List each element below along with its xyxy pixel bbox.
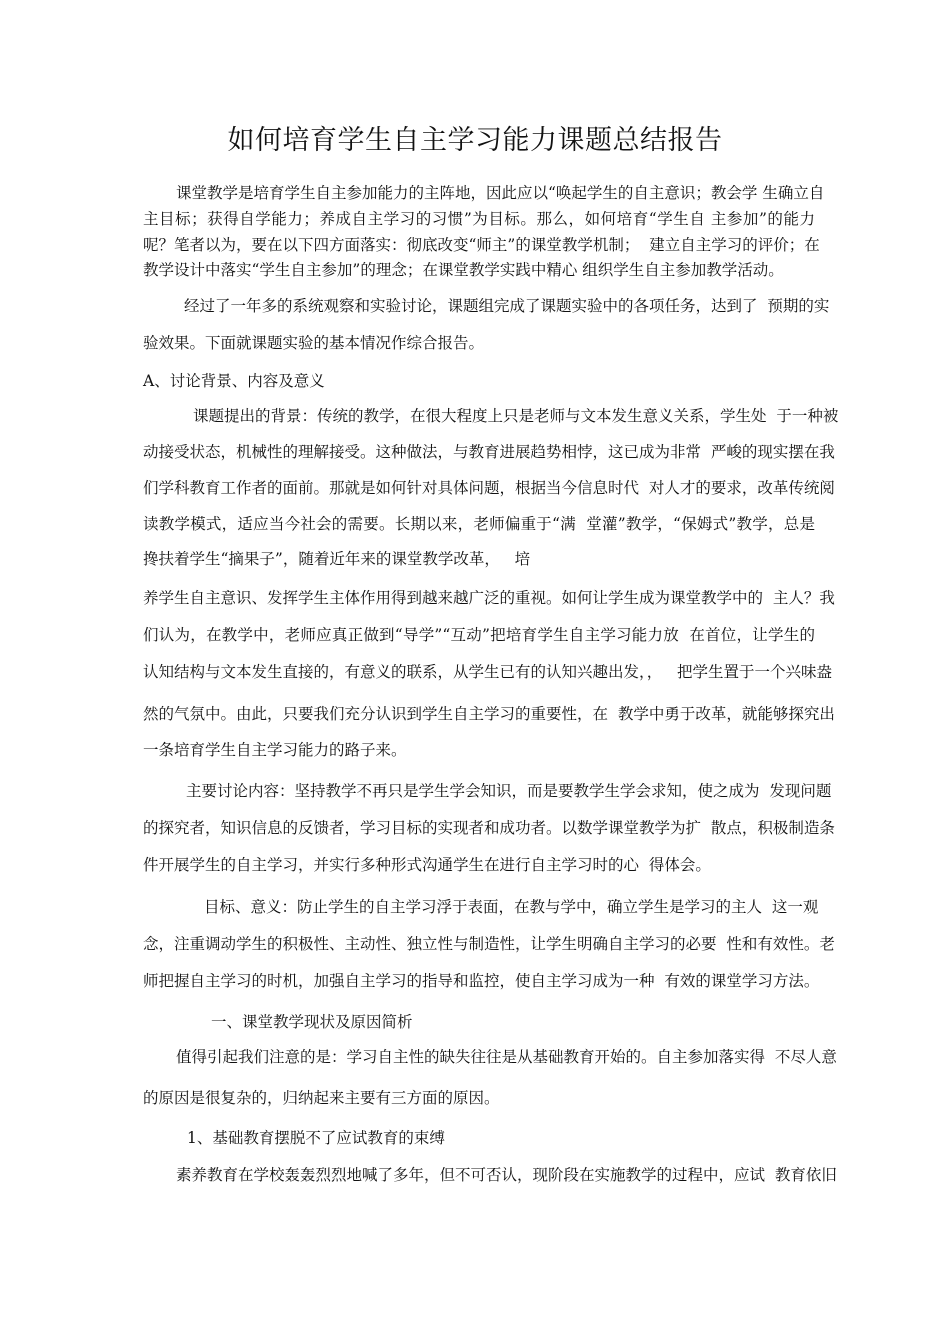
section-heading: 一、课堂教学现状及原因简析 [211,1013,413,1031]
text-line: 课堂教学是培育学生自主参加能力的主阵地，因此应以“唤起学生的自主意识；教会学 生确立自 [176,184,825,202]
text-line: 认知结构与文本发生直接的，有意义的联系，从学生已有的认知兴趣出发，， 把学生置于一个兴味盎 [143,663,833,681]
text-line: 读教学模式，适应当今社会的需要。长期以来，老师偏重于“满 堂灌”教学，“保姆式”教学，总是 [143,515,815,533]
text-line: 目标、意义：防止学生的自主学习浮于表面，在教与学中，确立学生是学习的主人 这一观 [204,898,819,916]
text-line: 们认为，在教学中，老师应真正做到“导学”“互动”把培育学生自主学习能力放 在首位，让学生的 [143,626,815,644]
section-heading: 1、基础教育摆脱不了应试教育的束缚 [187,1129,445,1147]
text-line: 然的气氛中。由此，只要我们充分认识到学生自主学习的重要性，在 教学中勇于改革，就能够探究出 [143,705,835,723]
text-line: 养学生自主意识、发挥学生主体作用得到越来越广泛的重视。如何让学生成为课堂教学中的 主人？我 [143,589,835,607]
text-line: 的探究者，知识信息的反馈者，学习目标的实现者和成功者。以数学课堂教学为扩 散点，积极制造条 [143,819,835,837]
text-line: 件开展学生的自主学习，并实行多种形式沟通学生在进行自主学习时的心 得体会。 [143,856,711,874]
text-line: 呢？笔者以为，要在以下四方面落实：彻底改变“师主”的课堂教学机制； 建立自主学习的评价；在 [143,236,820,254]
text-line: 课题提出的背景：传统的教学，在很大程度上只是老师与文本发生意义关系，学生处 于一种被 [193,407,839,425]
text-line: 念，注重调动学生的积极性、主动性、独立性与制造性，让学生明确自主学习的必要 性和有效性。老 [143,935,835,953]
text-line: 经过了一年多的系统观察和实验讨论，课题组完成了课题实验中的各项任务，达到了 预期的实 [184,297,830,315]
text-line: 值得引起我们注意的是：学习自主性的缺失往往是从基础教育开始的。自主参加落实得 不尽人意 [176,1048,837,1066]
document-title: 如何培育学生自主学习能力课题总结报告 [227,125,723,156]
text-line: 素养教育在学校轰轰烈烈地喊了多年，但不可否认，现阶段在实施教学的过程中，应试 教育依旧 [176,1166,837,1184]
text-line: 一条培育学生自主学习能力的路子来。 [143,741,407,759]
text-line: 的原因是很复杂的，归纳起来主要有三方面的原因。 [143,1089,500,1107]
text-line: 主要讨论内容：坚持教学不再只是学生学会知识，而是要教学生学会求知，使之成为 发现问题 [186,782,832,800]
text-line: 验效果。下面就课题实验的基本情况作综合报告。 [143,334,485,352]
text-line: 教学设计中落实“学生自主参加”的理念；在课堂教学实践中精心 组织学生自主参加教学活动。 [143,261,784,279]
text-line: 搀扶着学生“摘果子”，随着近年来的课堂教学改革， 培 [143,550,531,568]
text-line: 们学科教育工作者的面前。那就是如何针对具体问题，根据当今信息时代 对人才的要求，改革传统阅 [143,479,835,497]
text-line: 师把握自主学习的时机，加强自主学习的指导和监控，使自主学习成为一种 有效的课堂学习方法。 [143,972,820,990]
text-line: 动接受状态，机械性的理解接受。这种做法，与教育进展趋势相悖，这已成为非常 严峻的现实摆在我 [143,443,835,461]
text-line: 主目标；获得自学能力；养成自主学习的习惯”为目标。那么，如何培育“学生自 主参加”的能力 [143,210,815,228]
section-heading: A、讨论背景、内容及意义 [143,372,325,390]
